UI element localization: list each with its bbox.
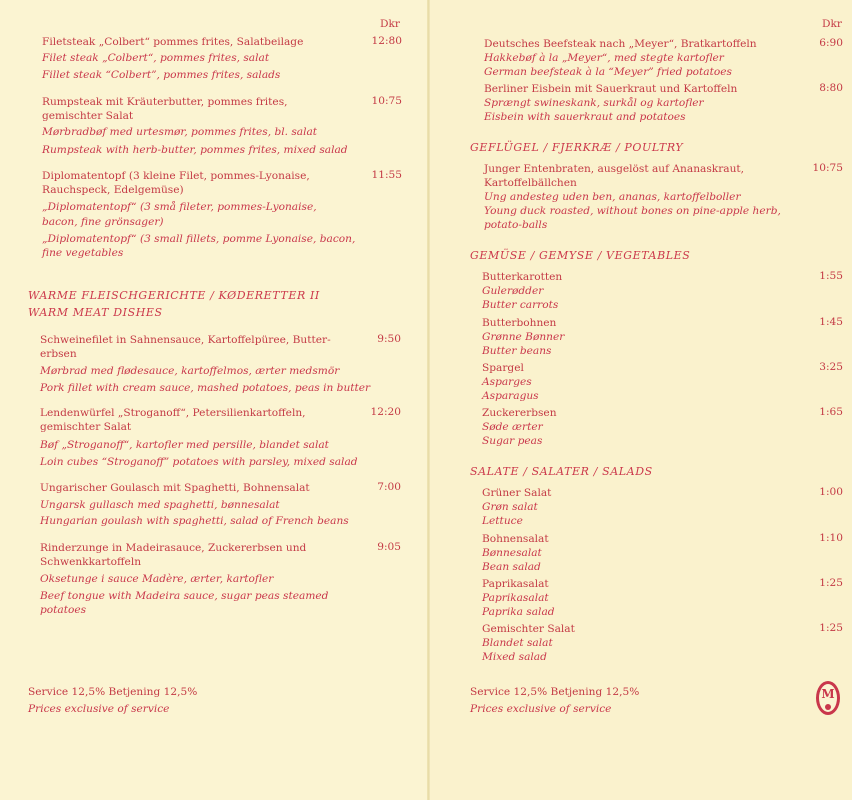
dish-name-de-cont: Schwenkkartoffeln [40,556,142,568]
dish-name-en: „Diplomatentopf“ (3 small fillets, pomme Lyonaise, bacon, [42,233,356,245]
salad-name-de: Bohnensalat [482,533,549,545]
dish-name-da: Bøf „Stroganoff“, kartofler med persille, blandet salat [40,439,329,451]
veg-name-en: Butter carrots [482,299,559,311]
veg-name-de: Butterbohnen [482,317,557,329]
section-heading-poultry: GEFLÜGEL / FJERKRÆ / POULTRY [470,141,684,154]
salad-name-en: Paprika salad [482,606,555,618]
dish-name-de: Ungarischer Goulasch mit Spaghetti, Bohnensalat [40,482,310,494]
section-heading-en: WARM MEAT DISHES [28,306,163,319]
veg-name-en: Butter beans [482,345,552,357]
salad-name-en: Mixed salad [482,651,547,663]
dish-price: 7:00 [377,481,401,493]
dish-name-de-cont: Kartoffelbällchen [484,177,577,189]
dish-name-en: Young duck roasted, without bones on pine-apple herb, [484,205,781,217]
salad-name-de: Gemischter Salat [482,623,575,635]
dish-name-de: Berliner Eisbein mit Sauerkraut und Kartoffeln [484,83,738,95]
dish-name-de-cont: gemischter Salat [42,110,134,122]
dish-price: 9:05 [377,541,401,553]
salad-price: 1:00 [819,486,843,498]
dish-name-en-cont: potato-balls [484,219,548,231]
dish-price: 8:80 [819,82,843,94]
dish-name-da: Filet steak „Colbert“, pommes frites, salat [42,52,270,64]
section-heading-salads: SALATE / SALATER / SALADS [470,465,653,478]
salad-name-da: Paprikasalat [482,592,549,604]
dish-name-de: Deutsches Beefsteak nach „Meyer“, Bratkartoffeln [484,38,757,50]
dish-price: 11:55 [371,169,402,181]
veg-name-da: Gulerødder [482,285,544,297]
dish-name-da: Mørbrad med flødesauce, kartoffelmos, ærter medsmör [40,365,340,377]
dish-name-de: Filetsteak „Colbert“ pommes frites, Salatbeilage [42,36,304,48]
veg-price: 1:55 [819,270,843,282]
dish-name-da: Hakkebøf à la „Meyer“, med stegte kartofler [484,52,724,64]
dish-name-de-cont: gemischter Salat [40,421,132,433]
dish-name-en: Rumpsteak with herb-butter, pommes frites, mixed salad [42,144,348,156]
currency-label-left: Dkr [380,18,400,30]
dish-name-da: Sprængt swineskank, surkål og kartofler [484,97,704,109]
restaurant-logo [815,680,841,716]
salad-name-da: Blandet salat [482,637,553,649]
salad-price: 1:25 [819,622,843,634]
salad-price: 1:25 [819,577,843,589]
page-fold [427,0,430,800]
salad-name-en: Bean salad [482,561,541,573]
dish-name-de: Rinderzunge in Madeirasauce, Zuckererbsen und [40,542,307,554]
currency-label-right: Dkr [822,18,842,30]
dish-name-da: Ungarsk gullasch med spaghetti, bønnesalat [40,499,280,511]
veg-name-en: Asparagus [482,390,539,402]
prices-note: Prices exclusive of service [470,703,612,715]
veg-name-da: Grønne Bønner [482,331,565,343]
veg-price: 1:45 [819,316,843,328]
dish-name-de: Rumpsteak mit Kräuterbutter, pommes frites, [42,96,288,108]
dish-price: 12:20 [370,406,401,418]
section-heading: WARME FLEISCHGERICHTE / KØDERETTER II [28,289,320,302]
salad-name-de: Paprikasalat [482,578,549,590]
dish-name-de-cont: erbsen [40,348,77,360]
dish-price: 6:90 [819,37,843,49]
salad-name-en: Lettuce [482,515,523,527]
dish-name-en: Hungarian goulash with spaghetti, salad of French beans [40,515,349,527]
dish-price: 9:50 [377,333,401,345]
dish-name-en-cont: potatoes [40,604,87,616]
dish-name-en: Pork fillet with cream sauce, mashed potatoes, peas in butter [40,382,371,394]
veg-name-da: Asparges [482,376,532,388]
dish-name-de: Diplomatentopf (3 kleine Filet, pommes-Lyonaise, [42,170,310,182]
dish-name-da: „Diplomatentopf“ (3 små fileter, pommes-Lyonaise, [42,201,317,213]
service-note: Service 12,5% Betjening 12,5% [470,686,640,698]
dish-name-en: Eisbein with sauerkraut and potatoes [484,111,686,123]
dish-price: 10:75 [371,95,402,107]
service-note: Service 12,5% Betjening 12,5% [28,686,198,698]
salad-name-de: Grüner Salat [482,487,552,499]
dish-price: 10:75 [812,162,843,174]
logo-letter: M [821,687,835,701]
dish-name-en: Fillet steak “Colbert”, pommes frites, salads [42,69,281,81]
veg-name-da: Søde ærter [482,421,543,433]
dish-name-da: Mørbradbøf med urtesmør, pommes frites, bl. salat [42,126,318,138]
veg-name-de: Butterkarotten [482,271,563,283]
veg-price: 3:25 [819,361,843,373]
dish-name-de: Lendenwürfel „Stroganoff“, Petersilienkartoffeln, [40,407,306,419]
section-heading-vegetables: GEMÜSE / GEMYSE / VEGETABLES [470,249,691,262]
dish-name-de: Junger Entenbraten, ausgelöst auf Ananaskraut, [484,163,745,175]
dish-name-en: Beef tongue with Madeira sauce, sugar peas steamed [40,590,329,602]
veg-price: 1:65 [819,406,843,418]
dish-name-de: Schweinefilet in Sahnensauce, Kartoffelpüree, Butter- [40,334,331,346]
salad-name-da: Grøn salat [482,501,538,513]
dish-name-da-cont: bacon, fine grönsager) [42,216,164,228]
dish-name-de-cont: Rauchspeck, Edelgemüse) [42,184,184,196]
veg-name-en: Sugar peas [482,435,543,447]
prices-note: Prices exclusive of service [28,703,170,715]
dish-name-da: Oksetunge i sauce Madère, ærter, kartofler [40,573,274,585]
veg-name-de: Spargel [482,362,524,374]
dish-name-en-cont: fine vegetables [42,247,124,259]
dish-name-da: Ung andesteg uden ben, ananas, kartoffelboller [484,191,741,203]
salad-name-da: Bønnesalat [482,547,542,559]
dish-price: 12:80 [371,35,402,47]
dish-name-en: Loin cubes “Stroganoff” potatoes with parsley, mixed salad [40,456,358,468]
veg-name-de: Zuckererbsen [482,407,557,419]
salad-price: 1:10 [819,532,843,544]
dish-name-en: German beefsteak à la “Meyer” fried potatoes [484,66,732,78]
